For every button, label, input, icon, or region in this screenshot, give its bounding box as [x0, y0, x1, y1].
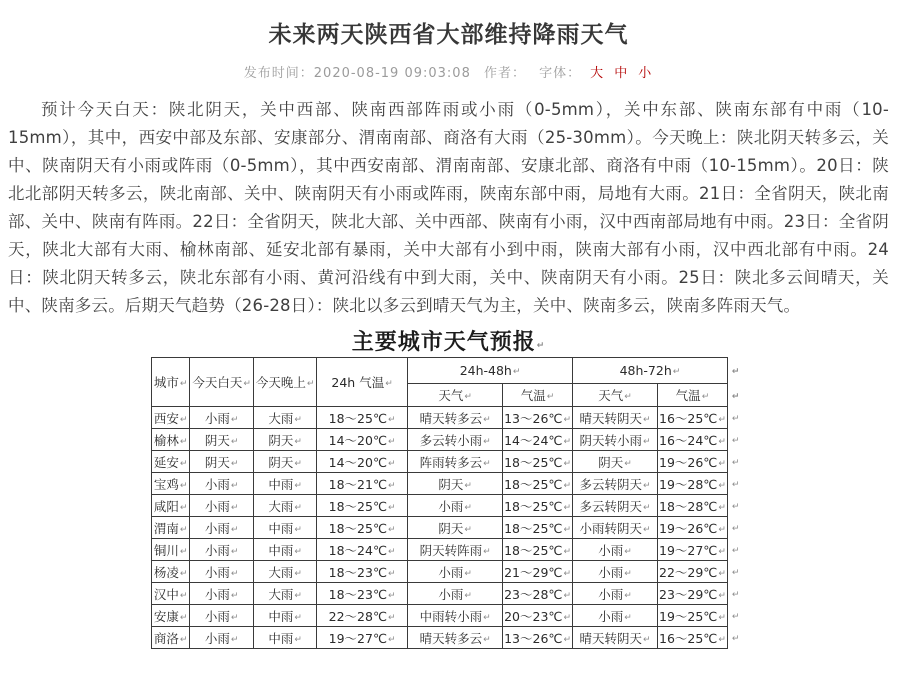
- return-mark-icon: ↵: [179, 379, 188, 389]
- row-end-mark: [727, 451, 745, 473]
- table-cell: 多云转小雨↵: [408, 429, 503, 451]
- publish-time-label: 发布时间：: [243, 66, 314, 81]
- return-mark-icon: ↵: [731, 391, 740, 402]
- return-mark-icon: ↵: [388, 414, 396, 425]
- row-end-mark: [727, 429, 745, 451]
- return-mark-icon: ↵: [243, 379, 251, 389]
- return-mark-icon: ↵: [563, 502, 571, 513]
- table-cell: 汉中↵: [152, 583, 190, 605]
- table-cell: 16～25℃↵: [658, 627, 728, 649]
- table-cell: 14～24℃↵: [503, 429, 573, 451]
- return-mark-icon: ↵: [546, 392, 555, 402]
- table-cell: 西安↵: [152, 407, 190, 429]
- return-mark-icon: ↵: [731, 612, 740, 622]
- table-cell: 19～27℃↵: [658, 539, 728, 561]
- row-end-mark: [727, 407, 745, 429]
- return-mark-icon: ↵: [483, 414, 491, 425]
- return-mark-icon: ↵: [388, 546, 396, 557]
- return-mark-icon: ↵: [230, 634, 239, 645]
- table-cell: 小雨↵: [190, 627, 254, 649]
- font-size-medium-link[interactable]: 中: [614, 66, 629, 81]
- return-mark-icon: ↵: [230, 436, 239, 447]
- return-mark-icon: ↵: [179, 436, 188, 447]
- table-cell: 晴天转多云↵: [408, 627, 503, 649]
- table-row: [152, 473, 746, 495]
- table-cell: 晴天转多云↵: [408, 407, 503, 429]
- font-size-small-link[interactable]: 小: [638, 66, 653, 81]
- return-mark-icon: ↵: [294, 568, 302, 579]
- return-mark-icon: ↵: [483, 546, 491, 557]
- table-cell: 安康↵: [152, 605, 190, 627]
- return-mark-icon: ↵: [731, 414, 740, 424]
- table-cell: 大雨↵: [254, 583, 317, 605]
- table-cell: 晴天转阴天↵: [573, 627, 658, 649]
- return-mark-icon: ↵: [563, 436, 571, 447]
- return-mark-icon: ↵: [718, 458, 726, 469]
- return-mark-icon: ↵: [230, 502, 239, 513]
- table-cell: 阵雨转多云↵: [408, 451, 503, 473]
- table-cell: 19～28℃↵: [658, 473, 728, 495]
- row-end-mark: [727, 358, 745, 384]
- return-mark-icon: ↵: [642, 480, 651, 491]
- return-mark-icon: ↵: [718, 612, 726, 623]
- return-mark-icon: ↵: [306, 379, 315, 389]
- return-mark-icon: ↵: [642, 502, 651, 513]
- return-mark-icon: ↵: [179, 612, 188, 623]
- table-cell: 小雨↵: [190, 473, 254, 495]
- table-cell: 阴天↵: [190, 429, 254, 451]
- col-header-temp-24-48: 气温↵: [503, 384, 573, 407]
- return-mark-icon: ↵: [642, 436, 651, 447]
- return-mark-icon: ↵: [294, 590, 302, 601]
- return-mark-icon: ↵: [388, 590, 396, 601]
- return-mark-icon: ↵: [563, 524, 571, 535]
- return-mark-icon: ↵: [512, 367, 521, 377]
- table-cell: 18～25℃↵: [317, 407, 408, 429]
- row-end-mark: [727, 561, 745, 583]
- return-mark-icon: ↵: [294, 502, 302, 513]
- header-row-1: [152, 358, 746, 384]
- return-mark-icon: ↵: [230, 480, 239, 491]
- table-cell: 阴天↵: [573, 451, 658, 473]
- forecast-paragraph: 预计今天白天：陕北阴天，关中西部、陕南西部阵雨或小雨（0-5mm），关中东部、陕南东部有中雨（10-15mm），其中，西安中部及东部、安康部分、渭南南部、商洛有大雨（25-30mm）。今天晚上：陕北阴天转多云，关中、陕南阴天有小雨或阵雨（0-5mm），其中西安南部、渭南南部、安康北部、商洛有中雨（10-15mm）。20日：陕北北部阴天转多云，陕北南部、关中、陕南阴天有小雨或阵雨，陕南东部中雨，局地有大雨。21日：全省阴天，陕北南部、关中、陕南有阵雨。22日：全省阴天，陕北大部、关中西部、陕南有小雨，汉中西南部局地有中雨。23日：全省阴天，陕北大部有大雨、榆林南部、延安北部有暴雨，关中大部有小到中雨，陕南大部有小雨，汉中西北部有中雨。24日：陕北阴天转多云，陕北东部有小雨、黄河沿线有中到大雨，关中、陕南阴天有小雨。25日：陕北多云间晴天，关中、陕南多云。后期天气趋势（26-28日）：陕北以多云到晴天气为主，关中、陕南多云，陕南多阵雨天气。: [8, 100, 889, 315]
- table-row: [152, 495, 746, 517]
- row-end-mark: [727, 605, 745, 627]
- table-cell: 小雨转阴天↵: [573, 517, 658, 539]
- table-cell: 小雨↵: [573, 539, 658, 561]
- table-cell: 18～23℃↵: [317, 561, 408, 583]
- return-mark-icon: ↵: [718, 524, 726, 535]
- table-cell: 小雨↵: [190, 605, 254, 627]
- table-cell: 18～23℃↵: [317, 583, 408, 605]
- table-cell: 小雨↵: [190, 407, 254, 429]
- return-mark-icon: ↵: [179, 458, 188, 469]
- return-mark-icon: ↵: [464, 480, 472, 491]
- return-mark-icon: ↵: [230, 590, 239, 601]
- author-label: 作者：: [484, 66, 527, 81]
- table-row: [152, 539, 746, 561]
- return-mark-icon: ↵: [294, 436, 302, 447]
- return-mark-icon: ↵: [179, 546, 188, 557]
- table-cell: 小雨↵: [408, 583, 503, 605]
- table-cell: 22～28℃↵: [317, 605, 408, 627]
- table-row: [152, 407, 746, 429]
- table-cell: 咸阳↵: [152, 495, 190, 517]
- table-cell: 13～26℃↵: [503, 627, 573, 649]
- return-mark-icon: ↵: [731, 458, 740, 468]
- table-cell: 小雨↵: [190, 561, 254, 583]
- return-mark-icon: ↵: [388, 568, 396, 579]
- return-mark-icon: ↵: [718, 634, 726, 645]
- table-cell: 小雨↵: [573, 561, 658, 583]
- return-mark-icon: ↵: [179, 568, 188, 579]
- table-cell: 延安↵: [152, 451, 190, 473]
- return-mark-icon: ↵: [536, 341, 546, 351]
- table-cell: 18～25℃↵: [503, 517, 573, 539]
- table-cell: 13～26℃↵: [503, 407, 573, 429]
- table-cell: 18～25℃↵: [317, 495, 408, 517]
- return-mark-icon: ↵: [731, 480, 740, 490]
- table-cell: 18～28℃↵: [658, 495, 728, 517]
- return-mark-icon: ↵: [230, 524, 239, 535]
- row-end-mark: [727, 583, 745, 605]
- return-mark-icon: ↵: [464, 590, 472, 601]
- table-cell: 阴天↵: [190, 451, 254, 473]
- return-mark-icon: ↵: [230, 612, 239, 623]
- return-mark-icon: ↵: [464, 568, 472, 579]
- return-mark-icon: ↵: [731, 436, 740, 446]
- table-cell: 晴天转阴天↵: [573, 407, 658, 429]
- table-cell: 中雨↵: [254, 473, 317, 495]
- city-forecast-table: [151, 357, 746, 649]
- table-cell: 14～20℃↵: [317, 429, 408, 451]
- return-mark-icon: ↵: [179, 480, 188, 491]
- table-cell: 大雨↵: [254, 561, 317, 583]
- return-mark-icon: ↵: [179, 502, 188, 513]
- table-row: [152, 583, 746, 605]
- table-cell: 宝鸡↵: [152, 473, 190, 495]
- table-row: [152, 517, 746, 539]
- return-mark-icon: ↵: [230, 458, 239, 469]
- table-row: [152, 627, 746, 649]
- return-mark-icon: ↵: [294, 612, 302, 623]
- table-row: [152, 429, 746, 451]
- return-mark-icon: ↵: [483, 458, 491, 469]
- col-header-weather-24-48: 天气↵: [408, 384, 503, 407]
- table-cell: 阴天↵: [408, 517, 503, 539]
- table-cell: 商洛↵: [152, 627, 190, 649]
- return-mark-icon: ↵: [563, 590, 571, 601]
- return-mark-icon: ↵: [294, 634, 302, 645]
- return-mark-icon: ↵: [294, 524, 302, 535]
- return-mark-icon: ↵: [230, 546, 239, 557]
- return-mark-icon: ↵: [718, 414, 726, 425]
- table-cell: 中雨↵: [254, 517, 317, 539]
- return-mark-icon: ↵: [483, 634, 491, 645]
- table-cell: 23～28℃↵: [503, 583, 573, 605]
- table-row: [152, 605, 746, 627]
- table-cell: 榆林↵: [152, 429, 190, 451]
- return-mark-icon: ↵: [718, 480, 726, 491]
- return-mark-icon: ↵: [731, 524, 740, 534]
- table-cell: 杨凌↵: [152, 561, 190, 583]
- return-mark-icon: ↵: [642, 634, 651, 645]
- return-mark-icon: ↵: [563, 480, 571, 491]
- table-cell: 小雨↵: [190, 517, 254, 539]
- table-cell: 小雨↵: [573, 583, 658, 605]
- return-mark-icon: ↵: [294, 458, 302, 469]
- return-mark-icon: ↵: [483, 612, 491, 623]
- table-cell: 小雨↵: [573, 605, 658, 627]
- row-end-mark: [727, 473, 745, 495]
- return-mark-icon: ↵: [718, 590, 726, 601]
- table-cell: 多云转阴天↵: [573, 473, 658, 495]
- return-mark-icon: ↵: [294, 414, 302, 425]
- return-mark-icon: ↵: [388, 634, 396, 645]
- publish-time: [244, 66, 471, 81]
- return-mark-icon: ↵: [294, 546, 302, 557]
- return-mark-icon: ↵: [563, 458, 571, 469]
- return-mark-icon: ↵: [179, 634, 188, 645]
- table-cell: 18～25℃↵: [503, 539, 573, 561]
- table-cell: 18～25℃↵: [503, 473, 573, 495]
- page-title: 未来两天陕西省大部维持降雨天气: [268, 22, 629, 48]
- table-cell: 19～27℃↵: [317, 627, 408, 649]
- table-cell: 小雨↵: [408, 561, 503, 583]
- return-mark-icon: ↵: [388, 612, 396, 623]
- row-end-mark: [727, 627, 745, 649]
- return-mark-icon: ↵: [388, 436, 396, 447]
- col-header-city: 城市↵: [152, 358, 190, 407]
- return-mark-icon: ↵: [179, 524, 188, 535]
- return-mark-icon: ↵: [294, 480, 302, 491]
- meta-bar: [0, 62, 897, 81]
- row-end-mark: [727, 495, 745, 517]
- table-cell: 小雨↵: [190, 539, 254, 561]
- return-mark-icon: ↵: [563, 414, 571, 425]
- return-mark-icon: ↵: [731, 568, 740, 578]
- return-mark-icon: ↵: [179, 590, 188, 601]
- table-cell: 14～20℃↵: [317, 451, 408, 473]
- return-mark-icon: ↵: [624, 612, 632, 623]
- return-mark-icon: ↵: [718, 502, 726, 513]
- table-cell: 阴天↵: [254, 429, 317, 451]
- return-mark-icon: ↵: [731, 590, 740, 600]
- table-cell: 18～25℃↵: [317, 517, 408, 539]
- return-mark-icon: ↵: [230, 568, 239, 579]
- return-mark-icon: ↵: [672, 367, 681, 377]
- table-cell: 铜川↵: [152, 539, 190, 561]
- table-cell: 19～26℃↵: [658, 517, 728, 539]
- return-mark-icon: ↵: [701, 392, 710, 402]
- table-cell: 中雨↵: [254, 539, 317, 561]
- table-cell: 阴天转阵雨↵: [408, 539, 503, 561]
- return-mark-icon: ↵: [388, 502, 396, 513]
- return-mark-icon: ↵: [624, 568, 632, 579]
- col-header-24h-48h: 24h-48h↵: [408, 358, 573, 384]
- return-mark-icon: ↵: [230, 414, 239, 425]
- return-mark-icon: ↵: [563, 546, 571, 557]
- table-title-text: 主要城市天气预报: [351, 330, 536, 355]
- table-cell: 16～24℃↵: [658, 429, 728, 451]
- return-mark-icon: ↵: [624, 546, 632, 557]
- return-mark-icon: ↵: [563, 634, 571, 645]
- row-end-mark: [727, 539, 745, 561]
- table-cell: 小雨↵: [190, 583, 254, 605]
- return-mark-icon: ↵: [563, 568, 571, 579]
- table-cell: 大雨↵: [254, 407, 317, 429]
- return-mark-icon: ↵: [731, 367, 740, 377]
- return-mark-icon: ↵: [388, 524, 396, 535]
- table-cell: 阴天转小雨↵: [573, 429, 658, 451]
- table-cell: 19～25℃↵: [658, 605, 728, 627]
- return-mark-icon: ↵: [624, 458, 632, 469]
- table-cell: 22～29℃↵: [658, 561, 728, 583]
- table-cell: 中雨转小雨↵: [408, 605, 503, 627]
- return-mark-icon: ↵: [385, 379, 393, 389]
- table-title: [0, 325, 897, 356]
- return-mark-icon: ↵: [179, 414, 188, 425]
- table-cell: 渭南↵: [152, 517, 190, 539]
- table-cell: 小雨↵: [190, 495, 254, 517]
- col-header-temp-48-72: 气温↵: [658, 384, 728, 407]
- table-row: [152, 561, 746, 583]
- table-cell: 19～26℃↵: [658, 451, 728, 473]
- return-mark-icon: ↵: [731, 546, 740, 556]
- table-cell: 16～25℃↵: [658, 407, 728, 429]
- table-cell: 中雨↵: [254, 627, 317, 649]
- table-cell: 23～29℃↵: [658, 583, 728, 605]
- col-header-today-night: 今天晚上↵: [254, 358, 317, 407]
- return-mark-icon: ↵: [642, 414, 651, 425]
- return-mark-icon: ↵: [464, 502, 472, 513]
- table-cell: 多云转阴天↵: [573, 495, 658, 517]
- table-cell: 阴天↵: [408, 473, 503, 495]
- return-mark-icon: ↵: [464, 392, 472, 402]
- table-cell: 18～24℃↵: [317, 539, 408, 561]
- font-size-large-link[interactable]: 大: [590, 66, 605, 81]
- table-cell: 阴天↵: [254, 451, 317, 473]
- return-mark-icon: ↵: [718, 568, 726, 579]
- col-header-temp-24h: 24h 气温↵: [317, 358, 408, 407]
- return-mark-icon: ↵: [563, 612, 571, 623]
- table-row: [152, 451, 746, 473]
- return-mark-icon: ↵: [388, 458, 396, 469]
- col-header-today-day: 今天白天↵: [190, 358, 254, 407]
- publish-time-value: 2020-08-19 09:03:08: [313, 66, 471, 81]
- table-cell: 18～25℃↵: [503, 495, 573, 517]
- row-end-mark: [727, 384, 745, 407]
- row-end-mark: [727, 517, 745, 539]
- return-mark-icon: ↵: [624, 590, 632, 601]
- table-cell: 大雨↵: [254, 495, 317, 517]
- table-cell: 20～23℃↵: [503, 605, 573, 627]
- table-cell: 21～29℃↵: [503, 561, 573, 583]
- return-mark-icon: ↵: [624, 392, 632, 402]
- table-cell: 18～21℃↵: [317, 473, 408, 495]
- table-cell: 中雨↵: [254, 605, 317, 627]
- return-mark-icon: ↵: [731, 502, 740, 512]
- return-mark-icon: ↵: [642, 524, 651, 535]
- font-size-label: 字体：: [539, 66, 582, 81]
- col-header-weather-48-72: 天气↵: [573, 384, 658, 407]
- col-header-48h-72h: 48h-72h↵: [573, 358, 728, 384]
- return-mark-icon: ↵: [464, 524, 472, 535]
- return-mark-icon: ↵: [483, 436, 491, 447]
- return-mark-icon: ↵: [718, 546, 726, 557]
- return-mark-icon: ↵: [718, 436, 726, 447]
- return-mark-icon: ↵: [731, 634, 740, 644]
- table-cell: 小雨↵: [408, 495, 503, 517]
- table-cell: 18～25℃↵: [503, 451, 573, 473]
- return-mark-icon: ↵: [388, 480, 396, 491]
